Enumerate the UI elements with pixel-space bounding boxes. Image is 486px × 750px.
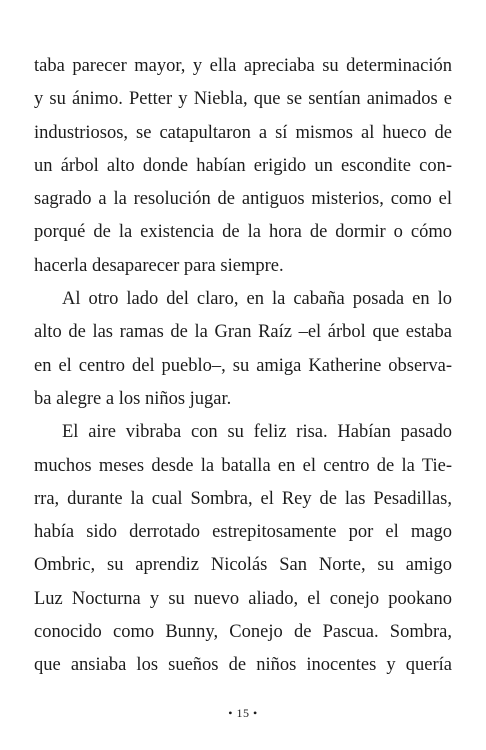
text-line: porqué de la existencia de la hora de dormir o cómo [34,222,452,243]
text-line: taba parecer mayor, y ella apreciaba su determinación [34,56,452,76]
text-line: conocido como Bunny, Conejo de Pascua. Sombra, [34,622,452,643]
page-number: • 15 • [228,706,258,720]
text-line: alto de las ramas de la Gran Raíz –el árbol que estaba [34,322,452,343]
text-line: ba alegre a los niños jugar. [34,388,232,409]
text-line: muchos meses desde la batalla en el centro de la Tie- [34,455,452,476]
body-text [34,50,452,683]
text-line: industriosos, se catapultaron a sí mismos al hueco de [34,122,452,143]
text-line: y su ánimo. Petter y Niebla, que se sentían animados e [34,89,452,110]
text-line: rra, durante la cual Sombra, el Rey de las Pesadillas, [34,488,452,509]
text-line: en el centro del pueblo–, su amiga Katherine observa- [34,355,452,376]
text-line: El aire vibraba con su feliz risa. Habían pasado [62,422,452,443]
text-line: Luz Nocturna y su nuevo aliado, el conejo pookano [34,588,452,609]
text-line: había sido derrotado estrepitosamente por el mago [34,522,452,543]
text-line: un árbol alto donde habían erigido un escondite con- [34,155,452,176]
paragraph [34,416,452,682]
text-line: hacerla desaparecer para siempre. [34,255,284,276]
paragraph [34,283,452,416]
text-line: que ansiaba los sueños de niños inocentes y quería [34,655,452,676]
paragraph [34,50,452,283]
text-line: Ombric, su aprendiz Nicolás San Norte, su amigo [34,555,452,576]
text-line: sagrado a la resolución de antiguos misterios, como el [34,189,452,210]
text-line: Al otro lado del claro, en la cabaña posada en lo [62,289,452,310]
